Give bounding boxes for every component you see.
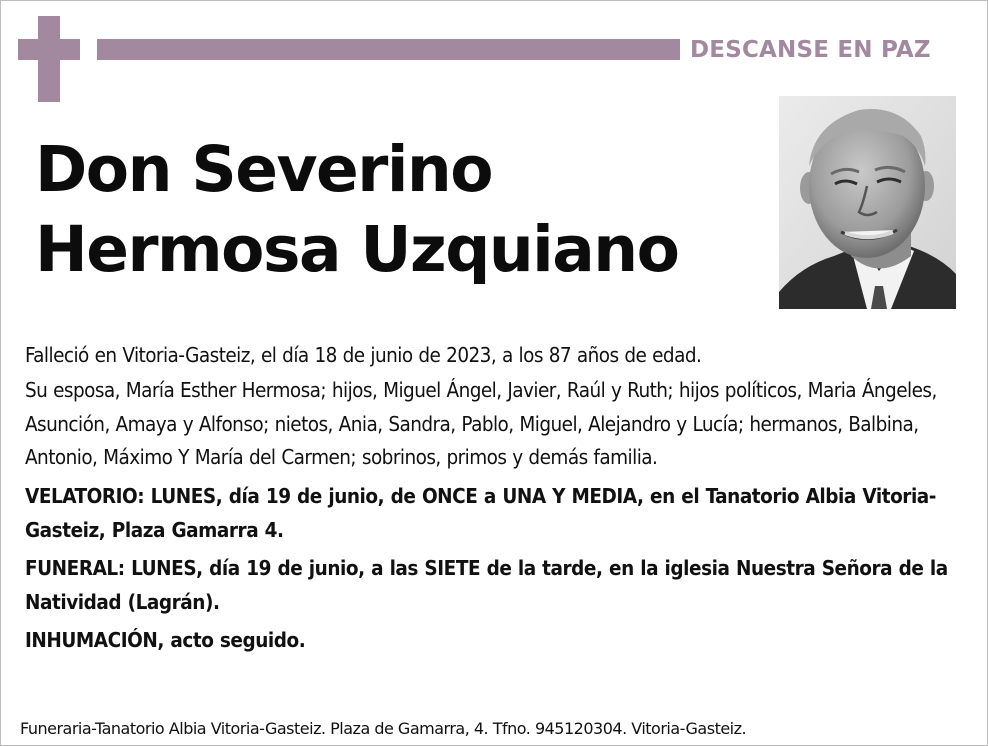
burial-details: INHUMACIÓN, acto seguido.: [25, 627, 306, 652]
death-notice: Falleció en Vitoria-Gasteiz, el día 18 de junio de 2023, a los 87 años de edad.: [25, 343, 702, 367]
cross-icon-bar: [18, 39, 80, 60]
notice-body: [25, 338, 970, 661]
family-list: Su esposa, María Esther Hermosa; hijos, Miguel Ángel, Javier, Raúl y Ruth; hijos políticos, Maria Ángeles, Asunción, Amaya y Alfonso; nietos, Ania, Sandra, Pablo, Miguel, Alejandro y Lucía; hermanos, Balbina, Antonio, Máximo Y María del Carmen; sobrinos, primos y demás familia.: [25, 378, 937, 469]
funeral-home-footer: Funeraria-Tanatorio Albia Vitoria-Gasteiz. Plaza de Gamarra, 4. Tfno. 945120304. Vitoria-Gasteiz.: [20, 719, 747, 738]
name-line-2: Hermosa Uzquiano: [35, 213, 679, 286]
deceased-name: [35, 130, 735, 290]
header-label: DESCANSE EN PAZ: [690, 37, 931, 63]
header-rule: [97, 39, 680, 60]
wake-details: VELATORIO: LUNES, día 19 de junio, de ONCE a UNA Y MEDIA, en el Tanatorio Albia Vitoria-Gasteiz, Plaza Gamarra 4.: [25, 483, 937, 542]
name-line-1: Don Severino: [35, 133, 493, 206]
portrait-photo: [779, 96, 956, 309]
funeral-details: FUNERAL: LUNES, día 19 de junio, a las SIETE de la tarde, en la iglesia Nuestra Señora de la Natividad (Lagrán).: [25, 555, 948, 614]
